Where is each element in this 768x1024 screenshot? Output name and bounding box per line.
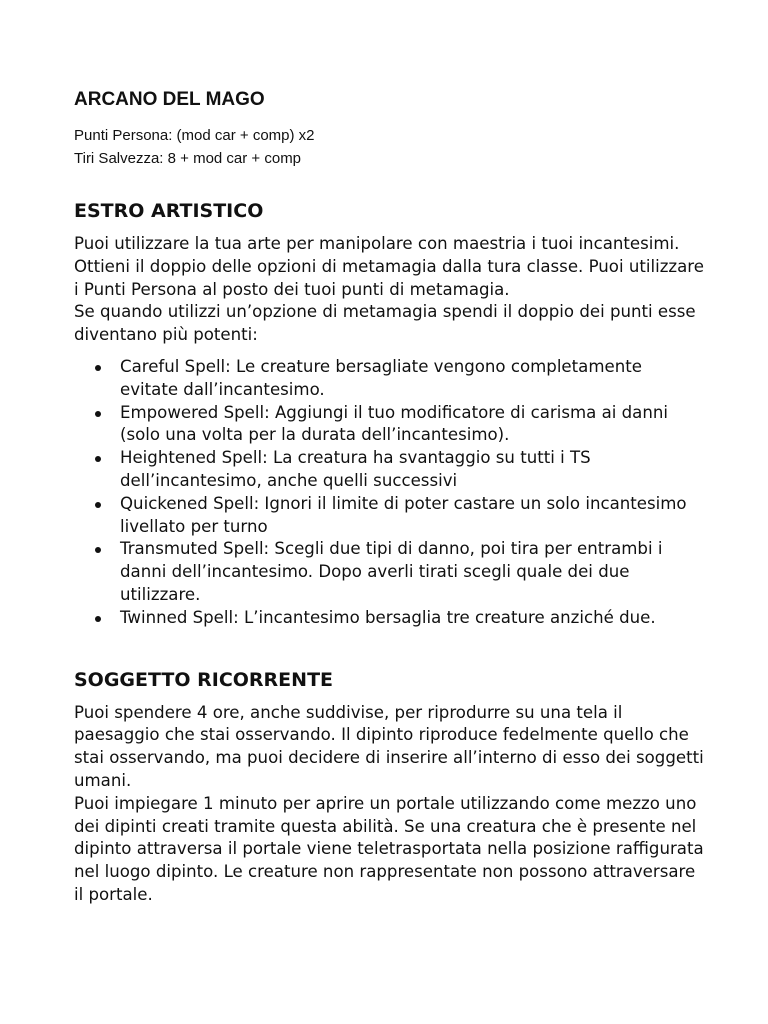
bullet-icon <box>95 616 101 622</box>
section-heading-estro-artistico: ESTRO ARTISTICO <box>74 200 264 222</box>
paragraph: Puoi spendere 4 ore, anche suddivise, per riprodurre su una tela il paesaggio che stai osservando. Il dipinto riproduce fedelmente quello che stai osservando, ma puoi decidere di inserire all’interno di esso dei soggetti umani. <box>74 702 704 790</box>
section-body-soggetto-ricorrente <box>74 702 704 907</box>
bullet-icon <box>95 411 101 417</box>
list-item-text: Twinned Spell: L’incantesimo bersaglia tre creature anziché due. <box>120 607 656 627</box>
paragraph: Puoi impiegare 1 minuto per aprire un portale utilizzando come mezzo uno dei dipinti creati tramite questa abilità. Se una creatura che è presente nel dipinto attraversa il portale viene teletrasportata nella posizione raffigurata nel luogo dipinto. Le creature non rappresentate non possono attraversare il portale. <box>74 793 704 904</box>
stat-punti-persona: Punti Persona: (mod car + comp) x2 <box>74 127 315 144</box>
list-item <box>74 607 704 630</box>
list-item-text: Heightened Spell: La creatura ha svantaggio su tutti i TS dell’incantesimo, anche quelli successivi <box>120 448 591 490</box>
section-heading-soggetto-ricorrente: SOGGETTO RICORRENTE <box>74 668 334 691</box>
stats-block <box>74 124 704 170</box>
paragraph: Puoi utilizzare la tua arte per manipolare con maestria i tuoi incantesimi. Ottieni il doppio delle opzioni di metamagia dalla tura classe. Puoi utilizzare i Punti Persona al posto dei tuoi punti di metamagia. <box>74 234 704 299</box>
paragraph: Se quando utilizzi un’opzione di metamagia spendi il doppio dei punti esse diventano più potenti: <box>74 302 696 345</box>
bullet-icon <box>95 456 101 462</box>
list-item-text: Empowered Spell: Aggiungi il tuo modificatore di carisma ai danni (solo una volta per la durata dell’incantesimo). <box>120 402 668 445</box>
metamagic-list <box>74 356 704 630</box>
list-item <box>74 538 704 606</box>
bullet-icon <box>95 502 101 508</box>
list-item <box>74 356 704 402</box>
list-item <box>74 447 704 493</box>
document-title: ARCANO DEL MAGO <box>74 89 265 110</box>
list-item-text: Transmuted Spell: Scegli due tipi di danno, poi tira per entrambi i danni dell’incantesimo. Dopo averli tirati scegli quale dei due utilizzare. <box>120 539 663 604</box>
stat-tiri-salvezza: Tiri Salvezza: 8 + mod car + comp <box>74 150 302 167</box>
list-item-text: Careful Spell: Le creature bersagliate vengono completamente evitate dall’incantesimo. <box>120 356 642 399</box>
list-item <box>74 402 704 448</box>
list-item <box>74 493 704 539</box>
document-page <box>74 86 704 907</box>
bullet-icon <box>95 547 101 553</box>
section-body-estro-artistico <box>74 233 704 347</box>
list-item-text: Quickened Spell: Ignori il limite di poter castare un solo incantesimo livellato per turno <box>120 493 687 536</box>
bullet-icon <box>95 365 101 371</box>
